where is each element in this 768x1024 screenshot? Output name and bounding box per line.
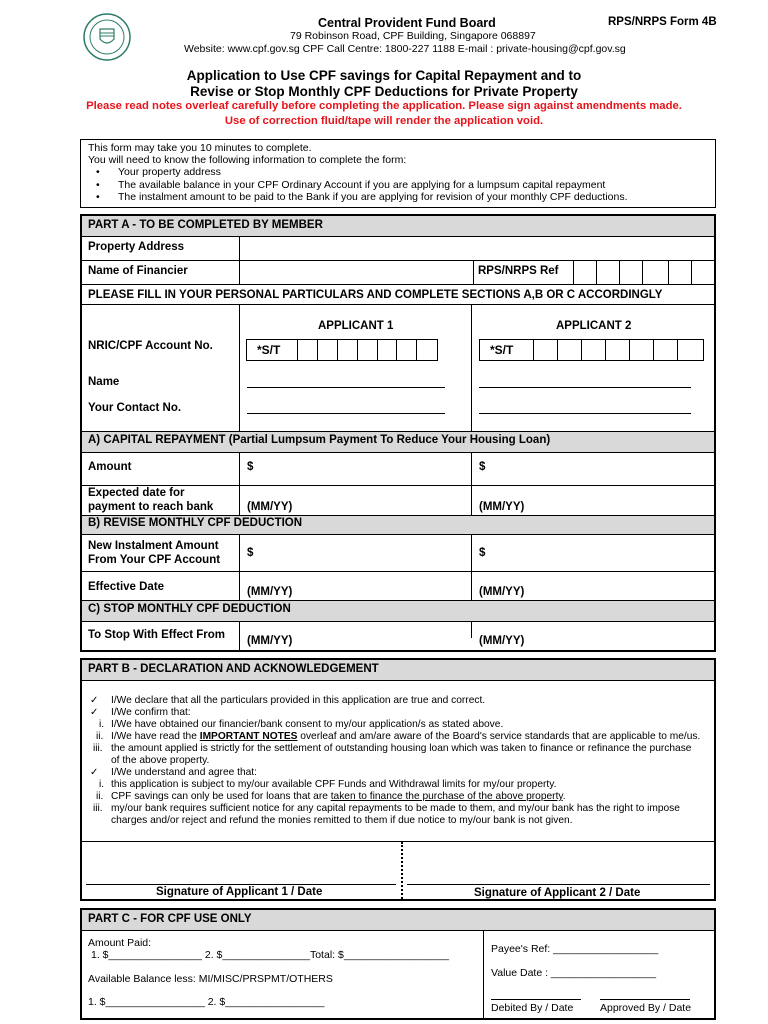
expected-date-label-2: payment to reach bank — [88, 501, 214, 513]
applicant1-instalment-field[interactable]: $ — [247, 547, 254, 559]
cpf-logo — [82, 12, 132, 62]
approved-by-label: Approved By / Date — [600, 1002, 692, 1014]
check-icon: ✓ — [90, 707, 99, 718]
intro-line1: This form may take you 10 minutes to complete. — [88, 142, 312, 154]
intro-bullet-2: • The available balance in your CPF Ordinary Account if you are applying for a lumpsum capital repayment — [96, 179, 606, 191]
debited-by-line[interactable] — [491, 999, 581, 1000]
amount-paid-label: Amount Paid: — [88, 937, 152, 949]
approved-by-line[interactable] — [600, 999, 690, 1000]
intro-bullet-3: • The instalment amount to be paid to the Bank if you are applying for revision of your monthly CPF deductions. — [96, 191, 628, 203]
applicant1-heading: APPLICANT 1 — [318, 320, 394, 332]
part-c-heading: PART C - FOR CPF USE ONLY — [88, 913, 252, 925]
confirm-iii-text-1: the amount applied is strictly for the settlement of outstanding housing loan which was taken to finance or refinance the purchase — [111, 743, 692, 754]
particulars-heading: PLEASE FILL IN YOUR PERSONAL PARTICULARS AND COMPLETE SECTIONS A,B OR C ACCORDINGLY — [88, 289, 663, 301]
agree-ii-underlined: taken to finance the purchase of the above property — [330, 791, 563, 802]
agree-ii-text — [111, 791, 566, 803]
applicant1-stop-date-field[interactable]: (MM/YY) — [247, 635, 293, 647]
roman-numeral: i. — [99, 779, 105, 790]
property-address-label: Property Address — [88, 241, 185, 253]
amount-paid-line[interactable]: 1. $________________ 2. $_______________Total: $__________________ — [91, 949, 449, 961]
applicant2-expected-date-field[interactable]: (MM/YY) — [479, 501, 525, 513]
roman-numeral: iii. — [93, 743, 103, 754]
expected-date-label-1: Expected date for — [88, 487, 185, 499]
new-instalment-label-1: New Instalment Amount — [88, 540, 219, 552]
st-prefix: *S/T — [247, 340, 298, 360]
part-a — [80, 214, 716, 652]
st-prefix: *S/T — [480, 340, 534, 360]
roman-numeral: ii. — [96, 731, 104, 742]
roman-numeral: i. — [99, 719, 105, 730]
part-a-heading: PART A - TO BE COMPLETED BY MEMBER — [88, 219, 323, 231]
important-notes-link[interactable]: IMPORTANT NOTES — [199, 731, 298, 742]
intro-bullet-text: The available balance in your CPF Ordinary Account if you are applying for a lumpsum capital repayment — [118, 179, 606, 191]
org-contact: Website: www.cpf.gov.sg CPF Call Centre: 1800-227 1188 E-mail : private-housing@cpf.gov.sg — [184, 43, 626, 55]
applicant2-nric-field[interactable] — [479, 339, 704, 361]
available-balance-line[interactable]: 1. $_________________ 2. $_________________ — [88, 996, 325, 1008]
nric-label: NRIC/CPF Account No. — [88, 340, 213, 352]
intro-line2: You will need to know the following information to complete the form: — [88, 154, 407, 166]
applicant1-signature-label: Signature of Applicant 1 / Date — [156, 886, 323, 898]
applicant1-name-field[interactable] — [247, 387, 445, 388]
applicant2-contact-field[interactable] — [479, 413, 691, 414]
applicant1-effective-date-field[interactable]: (MM/YY) — [247, 586, 293, 598]
confirm-iii-text-2: of the above property. — [111, 755, 210, 766]
roman-numeral: iii. — [93, 803, 103, 814]
confirm-text: I/We confirm that: — [111, 707, 191, 718]
applicant1-amount-field[interactable]: $ — [247, 461, 254, 473]
debited-by-label: Debited By / Date — [491, 1002, 574, 1014]
check-icon: ✓ — [90, 767, 99, 778]
name-label: Name — [88, 376, 120, 388]
financier-label: Name of Financier — [88, 265, 188, 277]
stop-with-effect-label: To Stop With Effect From — [88, 629, 226, 641]
form-title-line1: Application to Use CPF savings for Capital Repayment and to — [186, 68, 582, 83]
applicant2-signature-label: Signature of Applicant 2 / Date — [474, 887, 641, 899]
confirm-ii-pre: I/We have read the — [111, 731, 200, 742]
agree-iii-text-2: charges and/or reject and refund the monies remitted to them if due notice to my/our bank is not given. — [111, 815, 573, 826]
confirm-ii-post: overleaf and am/are aware of the Board's service standards that are applicable to me/us. — [297, 731, 701, 742]
property-address-field[interactable] — [240, 237, 714, 259]
agree-iii-text-1: my/our bank requires sufficient notice for any capital repayments to be made to them, and my/our bank has the right to impose — [111, 803, 680, 814]
applicant1-signature-field[interactable] — [86, 846, 396, 885]
form-title-line2: Revise or Stop Monthly CPF Deductions for Private Property — [190, 84, 578, 99]
agree-ii-pre: CPF savings can only be used for loans that are — [111, 791, 331, 802]
applicant2-instalment-field[interactable]: $ — [479, 547, 486, 559]
applicant2-heading: APPLICANT 2 — [556, 320, 632, 332]
applicant2-amount-field[interactable]: $ — [479, 461, 486, 473]
intro-bullet-text: Your property address — [118, 166, 221, 178]
part-c — [80, 908, 716, 1020]
check-icon: ✓ — [90, 695, 99, 706]
agree-i-text: this application is subject to my/our available CPF Funds and Withdrawal limits for my/our property. — [111, 779, 557, 790]
contact-label: Your Contact No. — [88, 402, 182, 414]
applicant2-name-field[interactable] — [479, 387, 691, 388]
value-date-field[interactable]: Value Date : __________________ — [491, 967, 657, 979]
declaration-text — [82, 695, 714, 827]
applicant1-expected-date-field[interactable]: (MM/YY) — [247, 501, 293, 513]
part-b — [80, 658, 716, 901]
confirm-i-text: I/We have obtained our financier/bank consent to my/our application/s as stated above. — [111, 719, 504, 730]
intro-bullet-1: • Your property address — [96, 166, 221, 178]
effective-date-label: Effective Date — [88, 581, 165, 593]
understand-text: I/We understand and agree that: — [111, 767, 257, 778]
section-c-heading: C) STOP MONTHLY CPF DEDUCTION — [88, 603, 291, 615]
agree-ii-post: . — [562, 791, 566, 802]
intro-bullet-text: The instalment amount to be paid to the Bank if you are applying for revision of your monthly CPF deductions. — [118, 191, 628, 203]
rps-ref-label: RPS/NRPS Ref — [478, 265, 559, 277]
applicant2-stop-date-field[interactable]: (MM/YY) — [479, 635, 525, 647]
available-balance-label: Available Balance less: MI/MISC/PRSPMT/OTHERS — [88, 973, 333, 985]
org-name: Central Provident Fund Board — [318, 16, 496, 30]
confirm-ii-text — [111, 731, 700, 743]
form-id: RPS/NRPS Form 4B — [608, 16, 717, 28]
payee-ref-field[interactable]: Payee's Ref: __________________ — [491, 943, 659, 955]
applicant1-contact-field[interactable] — [247, 413, 445, 414]
section-b-heading: B) REVISE MONTHLY CPF DEDUCTION — [88, 517, 303, 529]
warning-line1: Please read notes overleaf carefully before completing the application. Please sign against amendments made. — [86, 100, 682, 112]
intro-box — [80, 139, 716, 208]
org-address: 79 Robinson Road, CPF Building, Singapore 068897 — [290, 30, 536, 42]
declare-text: I/We declare that all the particulars provided in this application are true and correct. — [111, 695, 486, 706]
roman-numeral: ii. — [96, 791, 104, 802]
applicant1-nric-field[interactable] — [246, 339, 438, 361]
warning-line2: Use of correction fluid/tape will render the application void. — [224, 115, 544, 127]
new-instalment-label-2: From Your CPF Account — [88, 554, 221, 566]
applicant2-effective-date-field[interactable]: (MM/YY) — [479, 586, 525, 598]
section-a-heading: A) CAPITAL REPAYMENT (Partial Lumpsum Payment To Reduce Your Housing Loan) — [88, 434, 551, 446]
part-b-heading: PART B - DECLARATION AND ACKNOWLEDGEMENT — [88, 663, 379, 675]
financier-field[interactable] — [240, 261, 472, 283]
applicant2-signature-field[interactable] — [407, 846, 710, 885]
signature-divider — [401, 842, 403, 899]
rps-ref-field[interactable] — [574, 261, 714, 283]
amount-label: Amount — [88, 461, 132, 473]
